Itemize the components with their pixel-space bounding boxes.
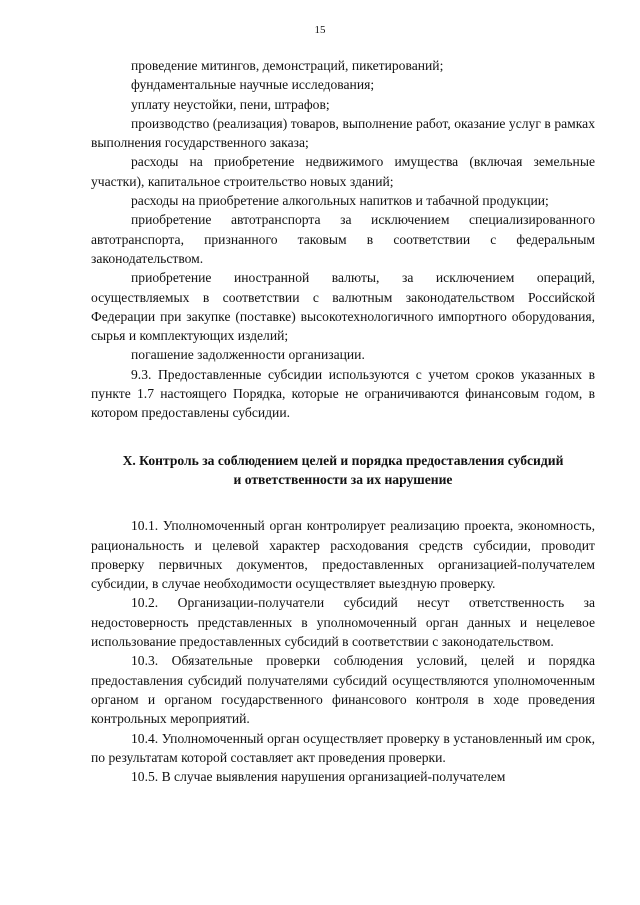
document-body <box>91 56 595 786</box>
paragraph-10-1: 10.1. Уполномоченный орган контролирует реализацию проекта, экономность, рациональность и целевой характер расходования средств субсидии, проводит проверку первичных документов, предоставленных организацией-получателем субсидии, в случае необходимости осуществляет выездную проверку. <box>91 518 595 592</box>
list-item: расходы на приобретение недвижимого имущества (включая земельные участки), капитальное строительство новых зданий; <box>91 154 595 189</box>
list-item: приобретение автотранспорта за исключением специализированного автотранспорта, признанного таковым в соответствии с федеральным законодательством. <box>91 212 595 266</box>
list-item: производство (реализация) товаров, выполнение работ, оказание услуг в рамках выполнения государственного заказа; <box>91 115 595 151</box>
list-item: фундаментальные научные исследования; <box>131 77 375 93</box>
page-number: 15 <box>314 24 326 36</box>
section-10 <box>91 516 595 786</box>
paragraph-10-4: 10.4. Уполномоченный орган осуществляет проверку в установленный им срок, по результатам которой составляет акт проведения проверки. <box>91 730 595 765</box>
list-item: погашение задолженности организации. <box>131 347 365 363</box>
paragraph-9-3: 9.3. Предоставленные субсидии используются с учетом сроков указанных в пункте 1.7 настоящего Порядка, которые не ограничиваются финансовым годом, в котором предоставлены субсидии. <box>91 366 595 421</box>
paragraph-10-2: 10.2. Организации-получатели субсидий несут ответственность за недостоверность представленных в уполномоченный орган данных и нецелевое использование предоставленных субсидий в соответствии с законодательством. <box>91 595 595 650</box>
section-heading <box>91 451 595 490</box>
list-item: приобретение иностранной валюты, за исключением операций, осуществляемых в соответствии с валютным законодательством Российской Федерации при закупке (поставке) высокотехнологичного импортного оборудования, сырья и комплектующих изделий; <box>91 270 595 344</box>
section-heading-line-2: и ответственности за их нарушение <box>233 471 453 487</box>
section-heading-line-1: X. Контроль за соблюдением целей и порядка предоставления субсидий <box>122 452 564 468</box>
list-item: расходы на приобретение алкогольных напитков и табачной продукции; <box>131 193 549 209</box>
paragraph-10-5: 10.5. В случае выявления нарушения организацией-получателем <box>131 769 506 785</box>
list-item: проведение митингов, демонстраций, пикетирований; <box>131 58 444 73</box>
paragraph-10-3: 10.3. Обязательные проверки соблюдения условий, целей и порядка предоставления субсидий получателями субсидий осуществляются уполномоченным органом и органом государственного финансового контроля в ходе проведения контрольных мероприятий. <box>91 653 595 727</box>
list-item: уплату неустойки, пени, штрафов; <box>131 96 330 112</box>
